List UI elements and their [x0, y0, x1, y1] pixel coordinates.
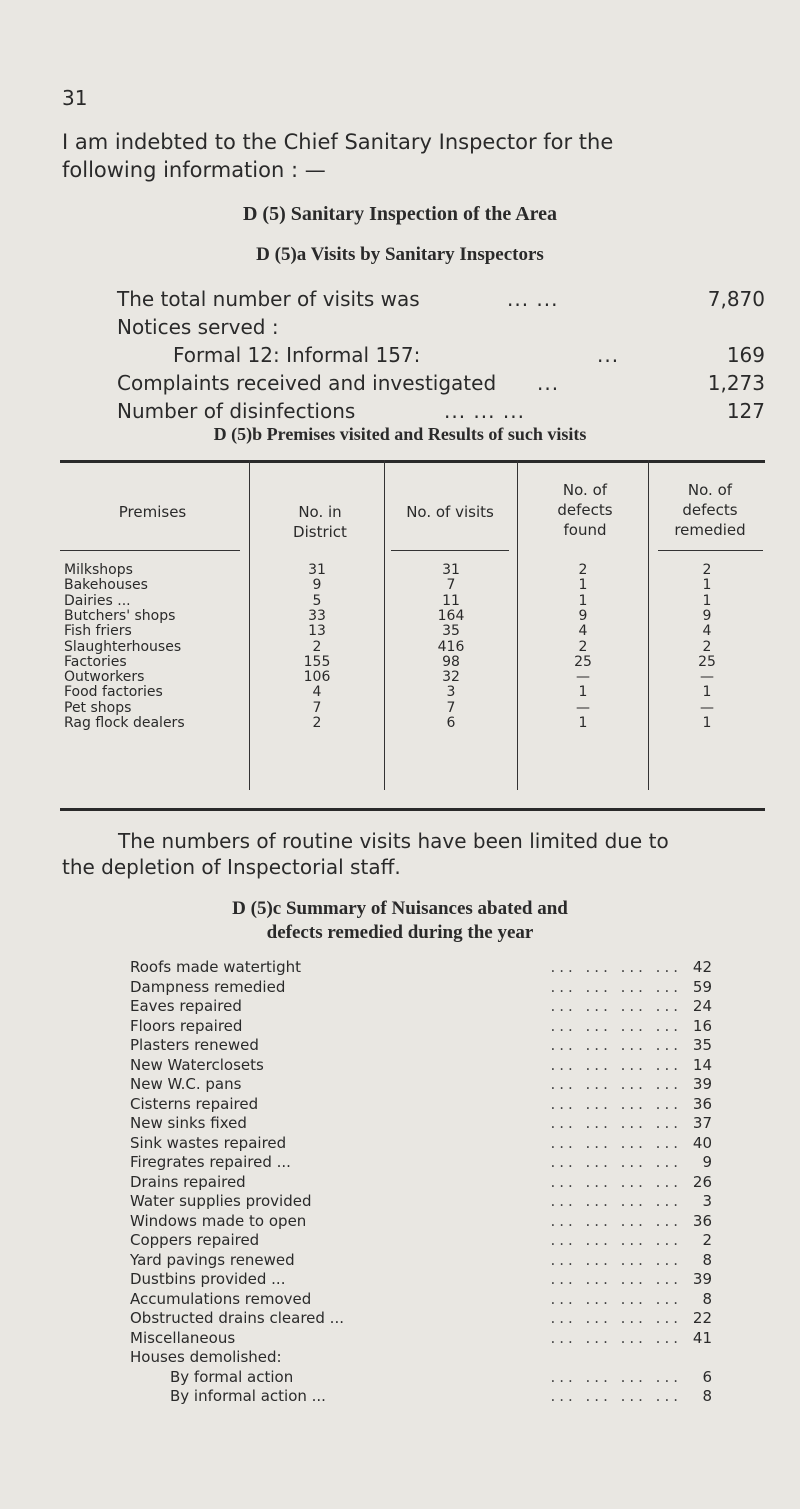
nuisance-row: [130, 1153, 712, 1173]
nuisance-row: [130, 1192, 712, 1212]
cell-premises: Butchers' shops: [64, 607, 176, 624]
nuisance-row: [130, 1056, 712, 1076]
cell-district: 33: [308, 607, 326, 624]
leader-dots: ... ... ... ...: [550, 1211, 682, 1230]
leader-dots: ... ... ... ...: [550, 997, 682, 1015]
cell-remedied: 4: [702, 623, 712, 640]
nuisance-label: Eaves repaired: [130, 997, 242, 1015]
cell-visits: 416: [437, 638, 465, 655]
nuisance-row: [130, 1387, 712, 1407]
leader-dots: ... ... ... ...: [550, 1309, 682, 1327]
cell-visits: 31: [442, 562, 460, 578]
cell-premises: Rag flock dealers: [64, 715, 185, 731]
nuisance-row: [130, 958, 712, 978]
nuisance-label: New W.C. pans: [130, 1075, 242, 1093]
cell-premises: Dairies ...: [64, 592, 131, 609]
cell-district: 5: [312, 592, 322, 609]
leader-dots: ... ... ... ...: [550, 1114, 682, 1132]
intro-paragraph: [62, 128, 762, 184]
visits-label: The total number of visits was: [117, 287, 420, 311]
table-top-rule: [60, 460, 765, 463]
nuisance-label: Drains repaired: [130, 1172, 246, 1191]
nuisance-value: 9: [702, 1153, 712, 1171]
visits-value: 7,870: [707, 287, 765, 311]
leader-dots: ... ... ... ...: [550, 1289, 682, 1308]
nuisance-value: 6: [702, 1367, 712, 1386]
visits-label: Number of disinfections: [117, 399, 356, 423]
nuisance-value: 8: [702, 1387, 712, 1405]
note-line: the depletion of Inspectorial staff.: [62, 855, 401, 879]
cell-remedied: —: [700, 669, 714, 686]
table-row: [60, 577, 765, 593]
table-row: [60, 669, 765, 685]
leader-dots: ... ... ... ...: [550, 1055, 682, 1074]
table-row: [60, 608, 765, 624]
cell-remedied: 1: [702, 592, 712, 609]
leader-dots: ... ... ... ...: [550, 1328, 682, 1347]
cell-premises: Fish friers: [64, 623, 132, 640]
leader-dots: ... ... ... ...: [550, 1270, 682, 1288]
nuisance-row: [130, 1348, 712, 1368]
page-number: 31: [62, 86, 88, 110]
header-defects-remedied: No. of defects remedied: [674, 481, 746, 539]
cell-visits: 3: [446, 684, 456, 701]
leader-dots: ... ... ... ...: [550, 1250, 682, 1269]
leader-dots: ...: [537, 371, 560, 395]
nuisance-label: Coppers repaired: [130, 1231, 260, 1249]
visits-label: Notices served :: [117, 315, 279, 339]
cell-district: 31: [308, 562, 326, 578]
nuisance-row: [130, 1329, 712, 1349]
nuisance-label: Obstructed drains cleared ...: [130, 1309, 344, 1327]
cell-found: 1: [578, 592, 588, 609]
visits-row: [117, 315, 765, 343]
leader-dots: ... ... ... ...: [550, 1016, 682, 1035]
table-bottom-rule: [60, 808, 765, 811]
nuisance-value: 35: [692, 1036, 712, 1054]
visits-title: D (5)a Visits by Sanitary Inspectors: [256, 244, 544, 265]
nuisance-row: [130, 1290, 712, 1310]
cell-district: 155: [303, 653, 331, 670]
nuisance-label: Windows made to open: [130, 1211, 307, 1230]
nuisance-label: Sink wastes repaired: [130, 1133, 287, 1152]
nuisance-row: [130, 1309, 712, 1329]
cell-found: —: [576, 669, 590, 686]
nuisance-label: Accumulations removed: [130, 1289, 312, 1308]
nuisance-value: 8: [702, 1250, 712, 1269]
cell-found: 9: [578, 607, 588, 624]
cell-visits: 11: [442, 592, 460, 609]
cell-found: 4: [578, 623, 588, 640]
cell-premises: Slaughterhouses: [64, 638, 182, 655]
cell-visits: 32: [442, 669, 460, 686]
premises-table: [60, 452, 765, 816]
leader-dots: ...: [597, 343, 620, 367]
nuisance-value: 36: [692, 1094, 712, 1113]
nuisance-value: 59: [692, 977, 712, 996]
cell-visits: 7: [446, 699, 456, 716]
nuisance-value: 14: [692, 1055, 712, 1074]
cell-premises: Milkshops: [64, 562, 133, 578]
nuisance-value: 24: [692, 997, 712, 1015]
leader-dots: ... ... ... ...: [550, 1387, 682, 1405]
nuisance-label: Houses demolished:: [130, 1348, 282, 1366]
leader-dots: ... ... ... ...: [550, 1075, 682, 1093]
cell-remedied: 2: [702, 562, 712, 578]
cell-premises: Pet shops: [64, 699, 132, 716]
leader-dots: ... ... ... ...: [550, 1036, 682, 1054]
nuisance-label: By formal action: [170, 1367, 294, 1386]
cell-found: —: [576, 699, 590, 716]
nuisance-label: New Waterclosets: [130, 1055, 264, 1074]
cell-found: 1: [578, 715, 588, 731]
nuisance-value: 2: [702, 1231, 712, 1249]
leader-dots: ... ... ... ...: [550, 1367, 682, 1386]
nuisance-value: 37: [692, 1114, 712, 1132]
leader-dots: ... ... ... ...: [550, 958, 682, 976]
cell-found: 1: [578, 577, 588, 594]
cell-found: 25: [574, 653, 592, 670]
cell-visits: 7: [446, 577, 456, 594]
nuisance-label: Yard pavings renewed: [130, 1250, 295, 1269]
cell-district: 4: [312, 684, 322, 701]
leader-dots: ... ... ... ...: [550, 977, 682, 996]
visits-value: 169: [726, 343, 765, 367]
cell-district: 7: [312, 699, 322, 716]
cell-remedied: 1: [702, 684, 712, 701]
visits-row: [117, 287, 765, 315]
nuisance-label: Dustbins provided ...: [130, 1270, 286, 1288]
nuisance-label: Water supplies provided: [130, 1192, 312, 1210]
visits-row: [117, 399, 765, 427]
nuisance-label: Cisterns repaired: [130, 1094, 259, 1113]
nuisance-row: [130, 1036, 712, 1056]
leader-dots: ... ... ... ...: [550, 1133, 682, 1152]
cell-premises: Factories: [64, 653, 127, 670]
cell-district: 2: [312, 638, 322, 655]
nuisances-title: defects remedied during the year: [266, 922, 534, 943]
nuisance-row: [130, 1368, 712, 1388]
nuisance-row: [130, 1251, 712, 1271]
leader-dots: ... ... ...: [444, 399, 525, 423]
cell-visits: 98: [442, 653, 460, 670]
nuisance-label: Miscellaneous: [130, 1328, 236, 1347]
intro-line: following information : —: [62, 158, 326, 182]
leader-dots: ... ... ... ...: [550, 1094, 682, 1113]
header-premises: Premises: [118, 503, 187, 521]
table-row: [60, 623, 765, 639]
nuisance-value: 40: [692, 1133, 712, 1152]
nuisance-row: [130, 978, 712, 998]
cell-remedied: 9: [702, 607, 712, 624]
cell-remedied: 2: [702, 638, 712, 655]
nuisance-row: [130, 1212, 712, 1232]
table-row: [60, 593, 765, 609]
cell-remedied: 1: [702, 577, 712, 594]
nuisance-value: 16: [692, 1016, 712, 1035]
nuisance-row: [130, 1134, 712, 1154]
leader-dots: ... ... ... ...: [550, 1192, 682, 1210]
header-rule: [391, 550, 509, 551]
cell-visits: 35: [442, 623, 460, 640]
cell-found: 2: [578, 562, 588, 578]
nuisance-row: [130, 1114, 712, 1134]
table-row: [60, 639, 765, 655]
nuisance-label: Firegrates repaired ...: [130, 1153, 291, 1171]
cell-district: 106: [303, 669, 331, 686]
cell-premises: Food factories: [64, 684, 163, 701]
nuisance-value: 3: [702, 1192, 712, 1210]
nuisance-value: 36: [692, 1211, 712, 1230]
leader-dots: ... ...: [507, 287, 559, 311]
header-visits: No. of visits: [406, 503, 494, 521]
leader-dots: ... ... ... ...: [550, 1153, 682, 1171]
nuisance-row: [130, 1095, 712, 1115]
nuisance-value: 8: [702, 1289, 712, 1308]
visits-label: Complaints received and investigated: [117, 371, 497, 395]
visits-row: [117, 371, 765, 399]
nuisance-label: By informal action ...: [170, 1387, 326, 1405]
nuisance-row: [130, 1231, 712, 1251]
nuisance-label: New sinks fixed: [130, 1114, 247, 1132]
nuisance-row: [130, 1075, 712, 1095]
staff-note: [62, 828, 768, 880]
leader-dots: ... ... ... ...: [550, 1172, 682, 1191]
nuisance-value: 39: [692, 1075, 712, 1093]
nuisance-row: [130, 997, 712, 1017]
cell-remedied: —: [700, 699, 714, 716]
table-row: [60, 654, 765, 670]
cell-premises: Outworkers: [64, 669, 145, 686]
nuisance-label: Floors repaired: [130, 1016, 243, 1035]
header-in-district: No. in District: [293, 503, 347, 541]
cell-found: 2: [578, 638, 588, 655]
cell-district: 9: [312, 577, 322, 594]
header-rule: [60, 550, 240, 551]
nuisance-label: Roofs made watertight: [130, 958, 301, 976]
cell-remedied: 1: [702, 715, 712, 731]
intro-line: I am indebted to the Chief Sanitary Inspector for the: [62, 130, 614, 154]
table-row: [60, 700, 765, 716]
nuisance-value: 39: [692, 1270, 712, 1288]
nuisance-label: Dampness remedied: [130, 977, 286, 996]
nuisance-row: [130, 1270, 712, 1290]
leader-dots: ... ... ... ...: [550, 1231, 682, 1249]
header-rule: [658, 550, 763, 551]
header-defects-found: No. of defects found: [557, 481, 613, 539]
visits-row: [117, 343, 765, 371]
visits-value: 1,273: [707, 371, 765, 395]
cell-visits: 164: [437, 607, 465, 624]
nuisance-row: [130, 1017, 712, 1037]
cell-premises: Bakehouses: [64, 577, 148, 594]
cell-remedied: 25: [698, 653, 716, 670]
visits-label: Formal 12: Informal 157:: [173, 343, 421, 367]
cell-district: 2: [312, 715, 322, 731]
nuisance-value: 42: [692, 958, 712, 976]
note-line: The numbers of routine visits have been limited due to: [118, 829, 669, 853]
cell-visits: 6: [446, 715, 456, 731]
nuisance-value: 22: [692, 1309, 712, 1327]
table-row: [60, 562, 765, 578]
table-row: [60, 715, 765, 731]
visits-value: 127: [726, 399, 765, 423]
premises-title: D (5)b Premises visited and Results of such visits: [213, 424, 587, 444]
cell-found: 1: [578, 684, 588, 701]
nuisance-row: [130, 1173, 712, 1193]
section-title: D (5) Sanitary Inspection of the Area: [242, 203, 558, 225]
nuisance-value: 26: [692, 1172, 712, 1191]
nuisance-value: 41: [692, 1328, 712, 1347]
table-row: [60, 684, 765, 700]
nuisance-label: Plasters renewed: [130, 1036, 259, 1054]
cell-district: 13: [308, 623, 326, 640]
nuisances-title: D (5)c Summary of Nuisances abated and: [232, 898, 568, 919]
